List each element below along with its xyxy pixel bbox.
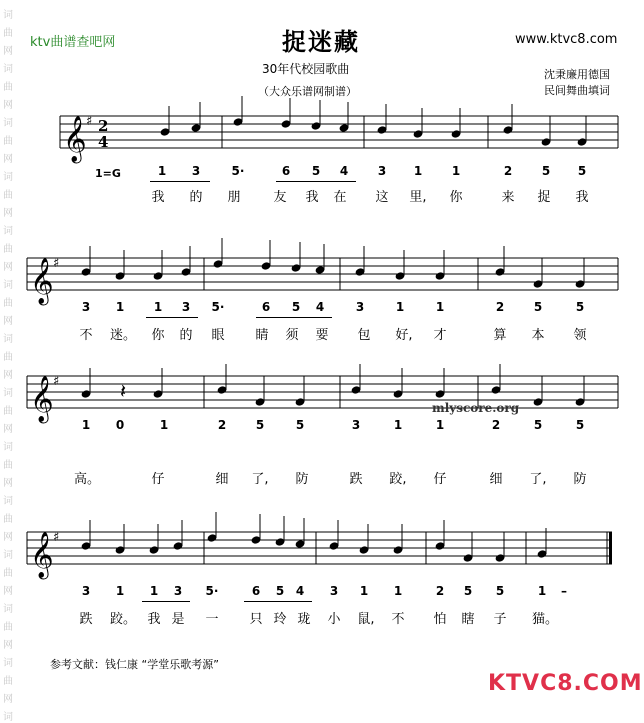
lyric-word: 要 (315, 328, 329, 343)
references-note: 参考文献：钱仁康 “学堂乐歌考源” (50, 658, 219, 671)
jianpu-number: 1 (115, 584, 125, 598)
jianpu-number: 1 (435, 418, 445, 432)
side-watermark-char: 词 (3, 280, 13, 291)
site-name-left[interactable]: ktv曲谱查吧网 (30, 35, 116, 50)
jianpu-number: 5 (495, 584, 505, 598)
lyric-word: 须 (285, 328, 299, 343)
jianpu-number: 5 (575, 300, 585, 314)
jianpu-number: – (561, 584, 567, 598)
jianpu-number: 4 (339, 164, 349, 178)
jianpu-number: 3 (191, 164, 201, 178)
lyric-word: 防 (573, 472, 587, 487)
lyric-word: 捉 (537, 190, 551, 205)
side-watermark-char: 网 (3, 154, 13, 165)
jianpu-number: 6 (261, 300, 271, 314)
side-watermark-char: 网 (3, 316, 13, 327)
sharp-sign: ♯ (53, 530, 60, 545)
side-watermark-char: 词 (3, 658, 13, 669)
side-watermark-char: 词 (3, 712, 13, 723)
side-watermark-char: 曲 (3, 514, 13, 525)
jianpu-number: 1 (393, 584, 403, 598)
score-watermark: mlyscore.org (432, 401, 520, 415)
jianpu-number: 6 (251, 584, 261, 598)
lyric-word: 包 (357, 328, 371, 343)
treble-clef: 𝄞 (30, 532, 54, 578)
jianpu-number: 1 (537, 584, 547, 598)
jianpu-number: 5· (231, 164, 245, 178)
jianpu-number: 5 (463, 584, 473, 598)
lyric-word: 鼠, (357, 612, 375, 627)
side-watermark-char: 网 (3, 370, 13, 381)
jianpu-number: 1 (159, 418, 169, 432)
jianpu-number: 2 (491, 418, 501, 432)
lyric-word: 里, (409, 190, 427, 205)
lyric-word: 朋 (227, 190, 241, 205)
jianpu-number: 3 (81, 584, 91, 598)
side-watermark-char: 曲 (3, 298, 13, 309)
lyric-word: 才 (433, 328, 447, 343)
jianpu-number: 5 (255, 418, 265, 432)
lyric-word: 眼 (211, 328, 225, 343)
jianpu-number: 3 (329, 584, 339, 598)
lyric-word: 怕 (433, 612, 447, 627)
side-watermark-char: 曲 (3, 676, 13, 687)
jianpu-number: 3 (355, 300, 365, 314)
lyric-word: 你 (151, 328, 165, 343)
producer-note: （大众乐谱网制谱） (258, 85, 357, 98)
side-watermark-char: 词 (3, 388, 13, 399)
jianpu-number: 5 (295, 418, 305, 432)
side-watermark-char: 曲 (3, 406, 13, 417)
side-watermark-char: 词 (3, 442, 13, 453)
lyric-word: 了, (529, 472, 547, 487)
side-watermark-char: 网 (3, 532, 13, 543)
side-watermark-char: 词 (3, 334, 13, 345)
sharp-sign: ♯ (53, 256, 60, 271)
side-watermark-char: 词 (3, 226, 13, 237)
jianpu-number: 5 (577, 164, 587, 178)
side-watermark-char: 网 (3, 100, 13, 111)
lyric-word: 是 (171, 612, 185, 627)
lyric-word: 珑 (297, 612, 311, 627)
treble-clef: 𝄞 (30, 258, 54, 304)
side-watermark-char: 网 (3, 262, 13, 273)
jianpu-number: 1 (153, 300, 163, 314)
jianpu-number: 1 (393, 418, 403, 432)
side-watermark-char: 网 (3, 478, 13, 489)
lyric-word: 细 (489, 472, 503, 487)
side-watermark-char: 网 (3, 46, 13, 57)
eighth-note-underline (256, 317, 332, 318)
side-watermark-char: 曲 (3, 568, 13, 579)
lyric-word: 我 (151, 190, 165, 205)
eighth-note-underline (150, 181, 210, 182)
lyric-word: 防 (295, 472, 309, 487)
sharp-sign: ♯ (53, 374, 60, 389)
lyric-word: 不 (79, 328, 93, 343)
side-watermark-char: 网 (3, 208, 13, 219)
jianpu-number: 5 (541, 164, 551, 178)
lyric-word: 这 (375, 190, 389, 205)
treble-clef: 𝄞 (30, 376, 54, 422)
sharp-sign: ♯ (86, 114, 93, 129)
quarter-rest: 𝄽 (120, 379, 127, 403)
jianpu-number: 5 (533, 300, 543, 314)
side-watermark-char: 曲 (3, 622, 13, 633)
lyric-word: 你 (449, 190, 463, 205)
lyric-word: 高。 (74, 472, 101, 487)
jianpu-number: 5 (311, 164, 321, 178)
jianpu-number: 3 (377, 164, 387, 178)
jianpu-number: 5 (275, 584, 285, 598)
side-watermark-char: 词 (3, 172, 13, 183)
jianpu-number: 1 (395, 300, 405, 314)
lyric-word: 子 (493, 612, 507, 627)
credit-line-2: 民间舞曲填词 (544, 84, 610, 97)
site-logo: KTVC8.COM (488, 671, 643, 696)
treble-clef: 𝄞 (63, 116, 87, 162)
key-signature-label: 1=G (95, 167, 121, 180)
side-watermark-char: 曲 (3, 190, 13, 201)
jianpu-number: 5· (205, 584, 219, 598)
jianpu-number: 1 (413, 164, 423, 178)
lyric-word: 只 (249, 612, 263, 627)
jianpu-number: 2 (435, 584, 445, 598)
lyric-word: 跌 (79, 612, 93, 627)
jianpu-number: 0 (115, 418, 125, 432)
lyric-word: 了, (251, 472, 269, 487)
lyric-word: 来 (501, 190, 515, 205)
side-watermark-char: 词 (3, 64, 13, 75)
side-watermark-char: 词 (3, 550, 13, 561)
lyric-word: 领 (573, 328, 587, 343)
lyric-word: 一 (205, 612, 219, 627)
time-sig-bottom: 4 (98, 133, 109, 151)
lyric-word: 细 (215, 472, 229, 487)
side-watermark-char: 曲 (3, 28, 13, 39)
lyric-word: 我 (305, 190, 319, 205)
jianpu-number: 5 (291, 300, 301, 314)
jianpu-number: 5 (533, 418, 543, 432)
lyric-word: 睛 (255, 328, 269, 343)
side-watermark-char: 曲 (3, 82, 13, 93)
side-watermark-char: 词 (3, 604, 13, 615)
jianpu-number: 3 (81, 300, 91, 314)
credit-line-1: 沈秉廉用德国 (544, 68, 610, 81)
eighth-note-underline (244, 601, 312, 602)
jianpu-number: 2 (503, 164, 513, 178)
jianpu-number: 1 (359, 584, 369, 598)
jianpu-number: 5 (575, 418, 585, 432)
lyric-word: 迷。 (110, 328, 137, 343)
lyric-word: 本 (531, 328, 545, 343)
eighth-note-underline (142, 601, 190, 602)
jianpu-number: 4 (315, 300, 325, 314)
side-watermark-char: 曲 (3, 460, 13, 471)
side-watermark-char: 曲 (3, 244, 13, 255)
jianpu-number: 1 (435, 300, 445, 314)
side-watermark-char: 网 (3, 586, 13, 597)
jianpu-number: 2 (217, 418, 227, 432)
lyric-word: 好, (395, 328, 413, 343)
lyric-word: 猫。 (532, 612, 559, 627)
jianpu-number: 1 (115, 300, 125, 314)
jianpu-number: 5· (211, 300, 225, 314)
lyric-word: 的 (179, 328, 193, 343)
lyric-word: 小 (327, 612, 341, 627)
jianpu-number: 1 (157, 164, 167, 178)
lyric-word: 不 (391, 612, 405, 627)
eighth-note-underline (146, 317, 198, 318)
jianpu-number: 2 (495, 300, 505, 314)
jianpu-number: 1 (149, 584, 159, 598)
side-watermark-char: 网 (3, 694, 13, 705)
side-watermark-char: 网 (3, 424, 13, 435)
side-watermark-char: 网 (3, 640, 13, 651)
side-watermark-char: 词 (3, 118, 13, 129)
site-url-right[interactable]: www.ktvc8.com (515, 32, 618, 47)
lyric-word: 的 (189, 190, 203, 205)
lyric-word: 仔 (151, 472, 165, 487)
lyric-word: 瞎 (461, 612, 475, 627)
lyric-word: 我 (147, 612, 161, 627)
side-watermark-char: 曲 (3, 136, 13, 147)
jianpu-number: 3 (173, 584, 183, 598)
final-bar-thick (609, 532, 612, 564)
jianpu-number: 1 (451, 164, 461, 178)
side-watermark-char: 词 (3, 496, 13, 507)
lyric-word: 算 (493, 328, 507, 343)
jianpu-number: 4 (295, 584, 305, 598)
lyric-word: 跤, (389, 472, 407, 487)
song-subtitle: 30年代校园歌曲 (262, 62, 350, 76)
lyric-word: 在 (333, 190, 347, 205)
jianpu-number: 3 (181, 300, 191, 314)
side-watermark-char: 曲 (3, 352, 13, 363)
lyric-word: 我 (575, 190, 589, 205)
lyric-word: 跌 (349, 472, 363, 487)
song-title: 捉迷藏 (282, 27, 360, 56)
jianpu-number: 1 (81, 418, 91, 432)
jianpu-number: 6 (281, 164, 291, 178)
lyric-word: 跤。 (110, 612, 137, 627)
lyric-word: 友 (273, 190, 287, 205)
lyric-word: 仔 (433, 472, 447, 487)
jianpu-number: 3 (351, 418, 361, 432)
lyric-word: 玲 (273, 612, 287, 627)
time-sig-top: 2 (98, 117, 109, 135)
side-watermark-char: 词 (3, 10, 13, 21)
eighth-note-underline (276, 181, 356, 182)
